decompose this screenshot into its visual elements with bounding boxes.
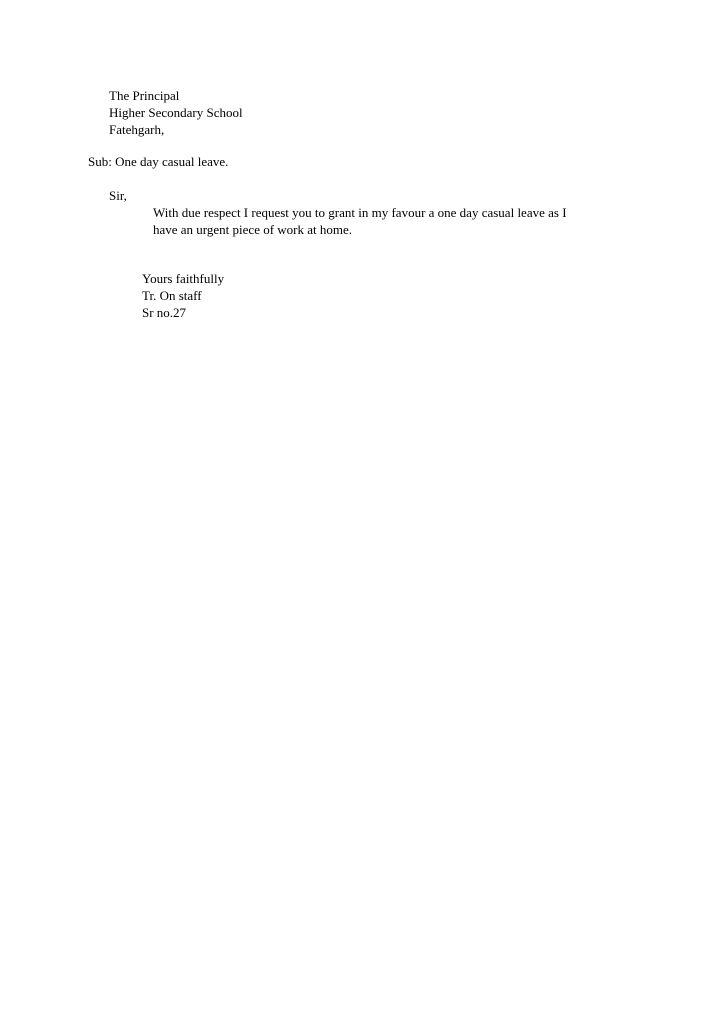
body-text-line-2: have an urgent piece of work at home. — [153, 222, 353, 237]
salutation: Sir, — [109, 188, 127, 203]
body-text-line-1: With due respect I request you to grant in my favour a one day casual leave as I — [153, 205, 567, 220]
subject-line: Sub: One day casual leave. — [88, 154, 229, 169]
recipient-location: Fatehgarh, — [109, 122, 165, 137]
closing-phrase: Yours faithfully — [142, 271, 225, 286]
recipient-title: The Principal — [109, 88, 180, 103]
signature-designation: Tr. On staff — [142, 288, 202, 303]
recipient-school: Higher Secondary School — [109, 105, 243, 120]
signature-serial-number: Sr no.27 — [142, 305, 187, 320]
